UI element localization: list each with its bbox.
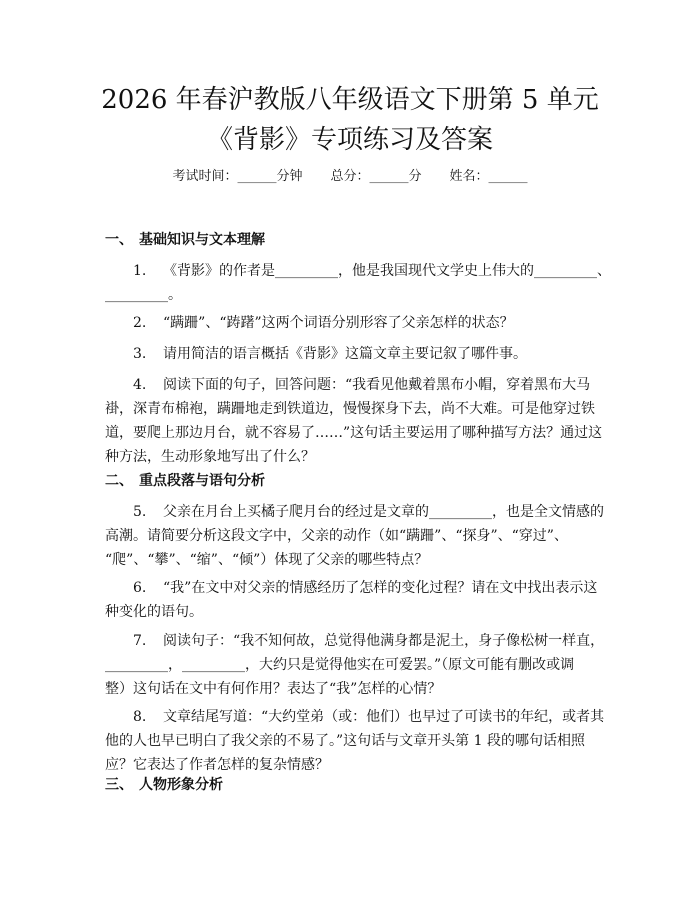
question-number: 6. [133, 580, 147, 596]
exam-score-field: 总分：______分 [330, 169, 422, 184]
question-text-line: 道，要爬上那边月台，就不容易了……”这句话主要运用了哪种描写方法？通过这 [105, 425, 603, 441]
question-number: 8. [133, 709, 147, 725]
question-1 [105, 259, 611, 307]
exam-meta [60, 167, 640, 187]
section-heading-3 [105, 775, 223, 795]
question-4 [105, 373, 603, 469]
question-number: 7. [133, 633, 147, 649]
question-text-line: “我”在文中对父亲的情感经历了怎样的变化过程？请在文中找出表示这 [163, 580, 598, 596]
question-number: 2. [133, 315, 147, 331]
question-number: 5. [133, 504, 147, 520]
student-name-field: 姓名：______ [449, 169, 528, 184]
page-title-line-2: 《背影》专项练习及答案 [206, 125, 493, 155]
question-number: 4. [133, 377, 147, 393]
question-number: 3. [133, 346, 147, 362]
question-text-line: 请用简洁的语言概括《背影》这篇文章主要记叙了哪件事。 [163, 346, 527, 362]
page-title-line-1: 2026 年春沪教版八年级语文下册第 5 单元 [101, 85, 599, 115]
question-2 [105, 311, 600, 335]
question-5 [105, 500, 604, 572]
section-title: 基础知识与文本理解 [139, 232, 265, 248]
question-7 [105, 629, 605, 701]
question-text-line: “爬”、“攀”、“缩”、“倾”）体现了父亲的哪些特点？ [105, 552, 429, 568]
question-text-line: 《背影》的作者是_________，他是我国现代文学史上伟大的_________、 [163, 263, 611, 279]
question-text-line: _________，_________，大约只是觉得他实在可爱罢。”（原文可能有删改或调 [105, 657, 575, 673]
section-heading-1 [105, 230, 265, 250]
question-text-line: 褂，深青布棉袍，蹒跚地走到铁道边，慢慢探身下去，尚不大难。可是他穿过铁 [105, 401, 595, 417]
question-text-line: 他的人也早已明白了我父亲的不易了。”这句话与文章开头第 1 段的哪句话相照 [105, 733, 585, 749]
section-number: 三、 [105, 777, 133, 793]
question-number: 1. [133, 263, 147, 279]
section-number: 二、 [105, 473, 133, 489]
exam-time-field: 考试时间：______分钟 [172, 169, 303, 184]
question-text-line: 高潮。请简要分析这段文字中，父亲的动作（如“蹒跚”、“探身”、“穿过”、 [105, 528, 568, 544]
question-text-line: 父亲在月台上买橘子爬月台的经过是文章的_________，也是全文情感的 [163, 504, 604, 520]
question-6 [105, 576, 600, 624]
question-3 [105, 342, 600, 366]
question-text-line: 种变化的语句。 [105, 604, 203, 620]
question-text-line: 种方法，生动形象地写出了什么？ [105, 449, 315, 465]
question-text-line: 文章结尾写道：“大约堂弟（或：他们）也早过了可读书的年纪，或者其 [163, 709, 605, 725]
question-text-line: _________。 [105, 287, 182, 303]
section-title: 人物形象分析 [139, 777, 223, 793]
section-heading-2 [105, 471, 265, 491]
section-number: 一、 [105, 232, 133, 248]
question-8 [105, 705, 605, 777]
question-text-line: 应？它表达了作者怎样的复杂情感？ [105, 757, 329, 773]
section-title: 重点段落与语句分析 [139, 473, 265, 489]
question-text-line: “蹒跚”、“踌躇”这两个词语分别形容了父亲怎样的状态？ [163, 315, 514, 331]
question-text-line: 阅读下面的句子，回答问题：“我看见他戴着黑布小帽，穿着黑布大马 [163, 377, 591, 393]
question-text-line: 阅读句子：“我不知何故，总觉得他满身都是泥土，身子像松树一样直， [163, 633, 605, 649]
question-text-line: 整）这句话在文中有何作用？表达了“我”怎样的心情？ [105, 681, 442, 697]
